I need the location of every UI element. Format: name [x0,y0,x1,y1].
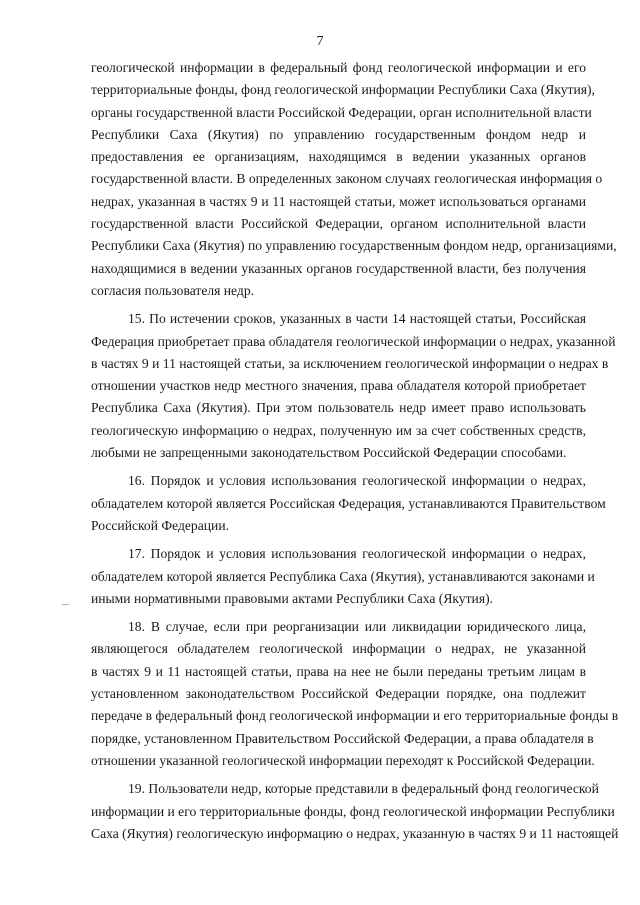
paragraph-p-15 [91,308,616,464]
paragraph-p-17 [91,543,595,610]
text-line: Российской Федерации. [91,517,229,533]
text-line: являющегося обладателем геологической информации о недрах, не указанной [91,641,586,657]
text-line: предоставления ее организациям, находящимся в ведении указанных органов [91,149,586,165]
paragraph-p-continuation [91,57,617,302]
text-line: органы государственной власти Российской Федерации, орган исполнительной власти [91,104,592,120]
text-line: государственной власти Российской Федерации, органом исполнительной власти [91,216,586,232]
text-line: государственной власти. В определенных законом случаях геологическая информация о [91,171,603,187]
text-line: 18. В случае, если при реорганизации или ликвидации юридического лица, [128,619,586,635]
text-line: отношении указанной геологической информации переходят к Российской Федерации. [91,752,595,768]
text-line: в частях 9 и 11 настоящей статьи, за исключением геологической информации о недрах в [91,355,609,371]
text-line: информации и его территориальные фонды, фонд геологической информации Республики [91,803,615,819]
text-line: Республики Саха (Якутия) по управлению государственным фондом недр, организациями, [91,238,617,254]
text-line: Республики Саха (Якутия) по управлению государственным фондом недр и [91,126,586,142]
text-line: геологической информации в федеральный фонд геологической информации и его [91,60,586,75]
text-line: геологическую информацию о недрах, полученную им за счет собственных средств, [91,422,586,438]
text-line: обладателем которой является Российская Федерация, устанавливаются Правительством [91,495,606,511]
text-line: отношении участков недр местного значения, права обладателя которой приобретает [91,378,586,394]
text-line: порядке, установленном Правительством Российской Федерации, а права обладателя в [91,730,594,746]
margin-mark [62,604,69,605]
text-line: находящимися в ведении указанных органов государственной власти, без получения [91,260,586,276]
paragraph-p-19 [91,778,619,845]
text-line: 17. Порядок и условия использования геологической информации о недрах, [128,546,586,562]
text-line: обладателем которой является Республика Саха (Якутия), устанавливаются законами и [91,568,595,584]
text-line: передаче в федеральный фонд геологической информации и его территориальные фонды в [91,708,619,724]
text-line: Федерация приобретает права обладателя геологической информации о недрах, указанной [91,333,616,349]
page-number: 7 [316,34,324,49]
text-line: 16. Порядок и условия использования геологической информации о недрах, [128,473,586,489]
text-line: 19. Пользователи недр, которые представили в федеральный фонд геологической [128,781,599,797]
document-body [91,57,619,845]
text-line: недрах, указанная в частях 9 и 11 настоящей статьи, может использоваться органами [91,193,586,209]
paragraph-p-18 [91,616,619,772]
text-line: любыми не запрещенными законодательством Российской Федерации способами. [91,445,567,461]
text-line: установленном законодательством Российской Федерации порядке, она подлежит [91,686,586,702]
text-line: 15. По истечении сроков, указанных в части 14 настоящей статьи, Российская [128,311,586,327]
text-line: Республика Саха (Якутия). При этом пользователь недр имеет право использовать [91,400,586,416]
text-line: Саха (Якутия) геологическую информацию о недрах, указанную в частях 9 и 11 настоящей [91,825,619,841]
text-line: иными нормативными правовыми актами Республики Саха (Якутия). [91,590,493,606]
text-line: территориальные фонды, фонд геологической информации Республики Саха (Якутия), [91,82,595,98]
paragraph-p-16 [91,470,606,537]
text-line: в частях 9 и 11 настоящей статьи, права на нее не были переданы третьим лицам в [91,663,586,679]
text-line: согласия пользователя недр. [91,282,255,298]
